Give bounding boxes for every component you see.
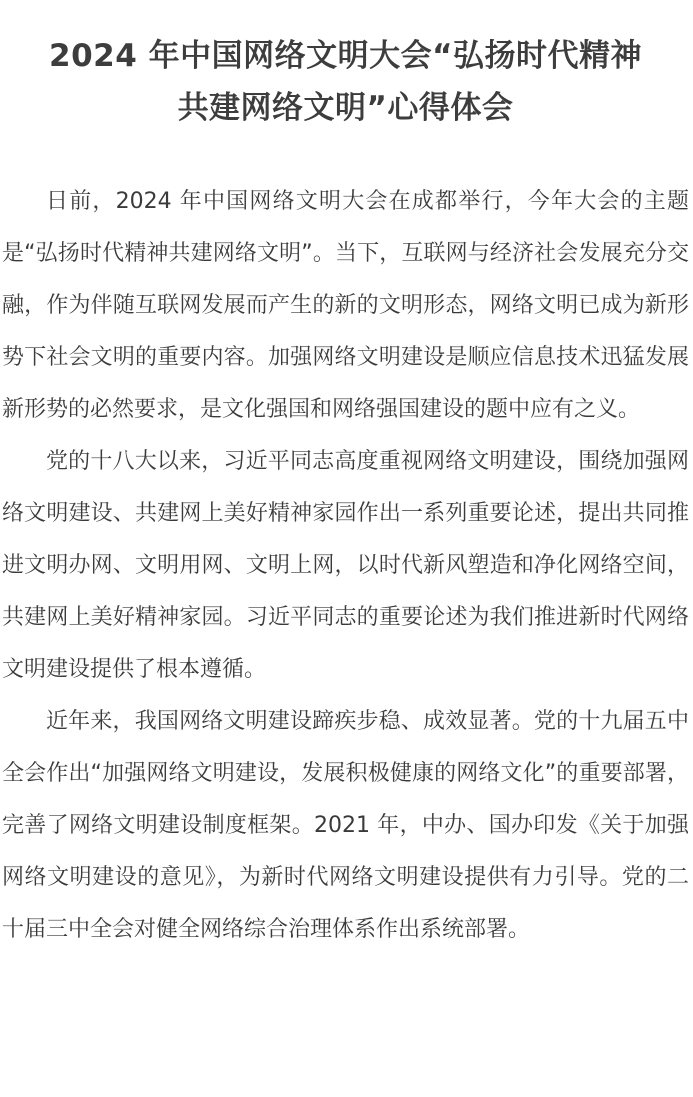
article-paragraph-1: 日前，2024 年中国网络文明大会在成都举行，今年大会的主题是“弘扬时代精神共建网络文明”。当下，互联网与经济社会发展充分交融，作为伴随互联网发展而产生的新的文明形态，网络文明已成为新形势下社会文明的重要内容。加强网络文明建设是顺应信息技术迅猛发展新形势的必然要求，是文化强国和网络强国建设的题中应有之义。 [2, 189, 689, 422]
article-paragraph-3: 近年来，我国网络文明建设蹄疾步稳、成效显著。党的十九届五中全会作出“加强网络文明建设，发展积极健康的网络文化”的重要部署，完善了网络文明建设制度框架。2021 年，中办、国办印发《关于加强网络文明建设的意见》，为新时代网络文明建设提供有力引导。党的二十届三中全会对健全网络综合治理体系作出系统部署。 [2, 709, 689, 942]
article-title [2, 30, 689, 134]
article-body [2, 176, 689, 956]
article-paragraph-2: 党的十八大以来，习近平同志高度重视网络文明建设，围绕加强网络文明建设、共建网上美好精神家园作出一系列重要论述，提出共同推进文明办网、文明用网、文明上网，以时代新风塑造和净化网络空间，共建网上美好精神家园。习近平同志的重要论述为我们推进新时代网络文明建设提供了根本遵循。 [2, 449, 689, 682]
article-title-line-1: 2024 年中国网络文明大会“弘扬时代精神 [49, 38, 642, 74]
article-title-line-2: 共建网络文明”心得体会 [177, 90, 514, 126]
